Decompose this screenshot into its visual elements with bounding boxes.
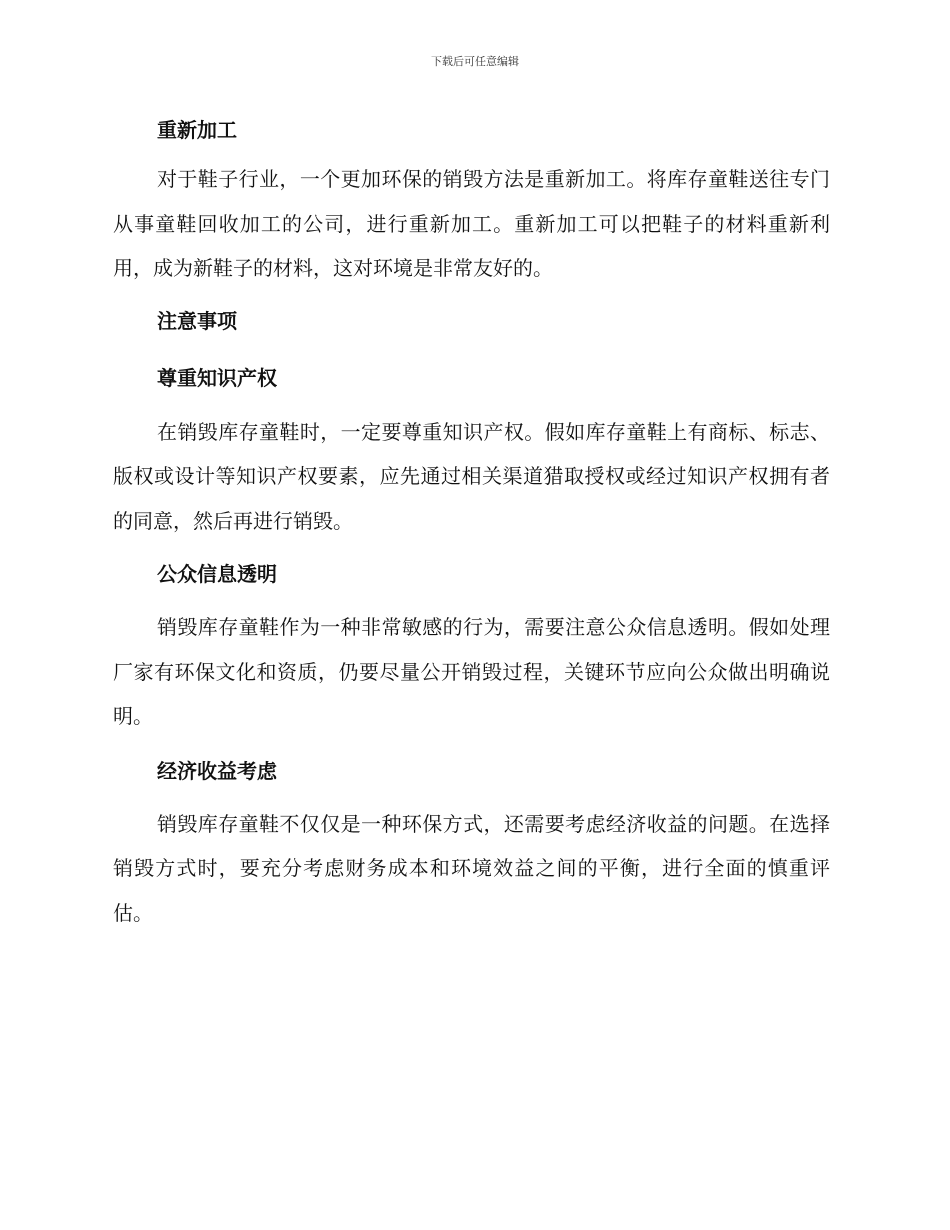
section-heading-notes: 注意事项	[157, 308, 237, 333]
section-heading-economic: 经济收益考虑	[157, 758, 277, 783]
paragraph-ip: 在销毁库存童鞋时，一定要尊重知识产权。假如库存童鞋上有商标、标志、版权或设计等知识产权要素，应先通过相关渠道猎取授权或经过知识产权拥有者的同意，然后再进行销毁。	[113, 419, 830, 533]
section-heading-public: 公众信息透明	[157, 562, 277, 586]
section-heading-recycle: 重新加工	[157, 118, 237, 142]
paragraph-public: 销毁库存童鞋作为一种非常敏感的行为，需要注意公众信息透明。假如处理厂家有环保文化和资质，仍要尽量公开销毁过程，关键环节应向公众做出明确说明。	[113, 615, 830, 728]
paragraph-economic: 销毁库存童鞋不仅仅是一种环保方式，还需要考虑经济收益的问题。在选择销毁方式时，要充分考虑财务成本和环境效益之间的平衡，进行全面的慎重评估。	[113, 811, 830, 925]
page-header: 下载后可任意编辑	[431, 55, 519, 68]
paragraph-recycle: 对于鞋子行业，一个更加环保的销毁方法是重新加工。将库存童鞋送往专门从事童鞋回收加工的公司，进行重新加工。重新加工可以把鞋子的材料重新利用，成为新鞋子的材料，这对环境是非常友好的。	[113, 167, 830, 280]
section-heading-ip: 尊重知识产权	[157, 365, 277, 390]
document-body	[113, 112, 830, 935]
